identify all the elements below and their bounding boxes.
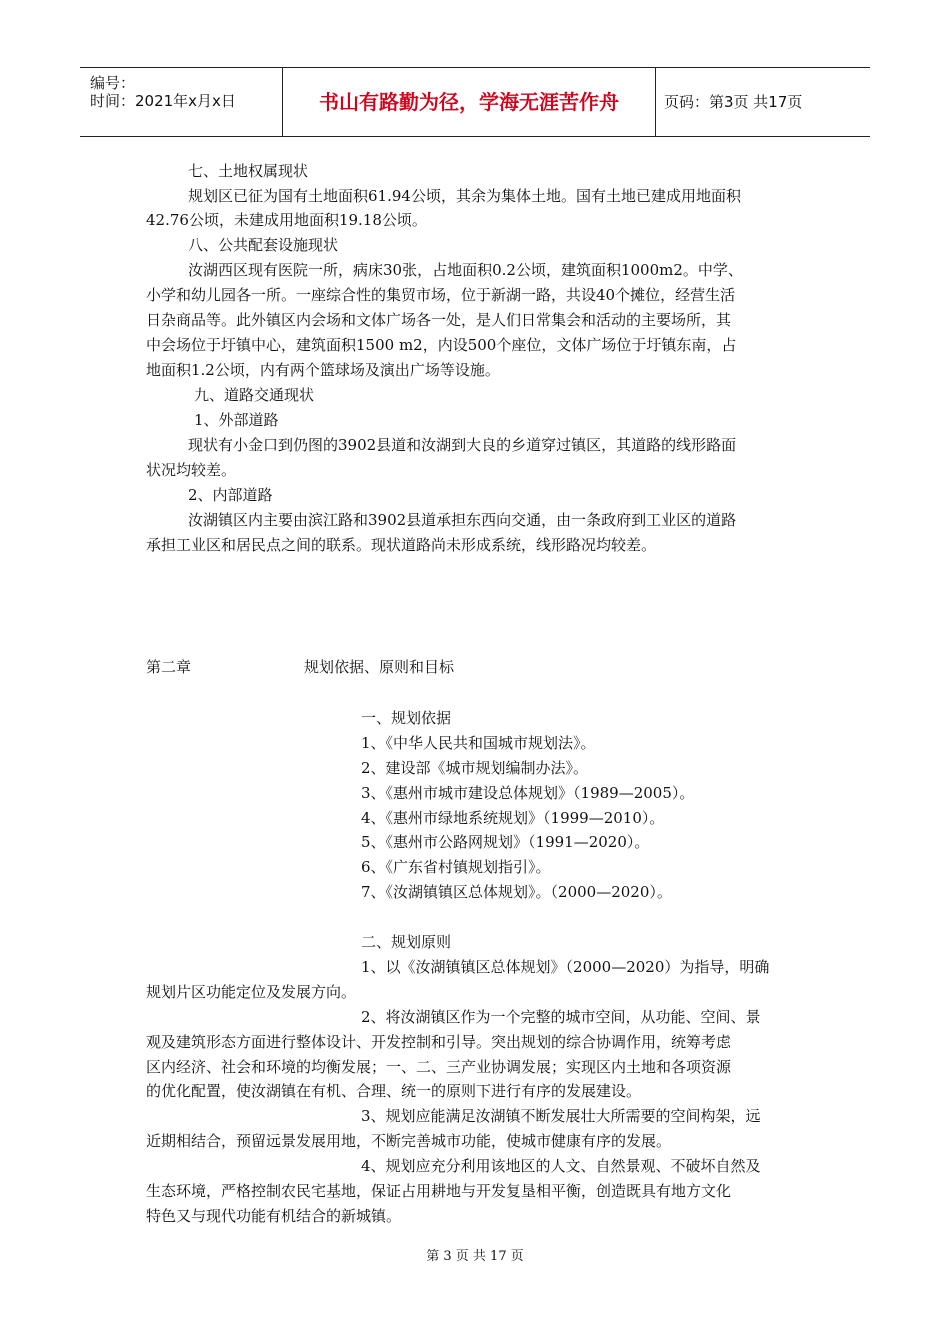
- basis-item: 2、建设部《城市规划编制办法》。: [361, 759, 589, 777]
- header-page-cell: [656, 68, 870, 136]
- document-number-label: 编号：: [90, 74, 136, 92]
- external-roads-heading: 1、外部道路: [194, 411, 279, 429]
- internal-roads-heading: 2、内部道路: [188, 486, 273, 504]
- principle-3-line: 近期相结合，预留远景发展用地，不断完善城市功能，使城市健康有序的发展。: [146, 1132, 672, 1150]
- document-date-label: 时间：2021年x月x日: [90, 92, 236, 110]
- basis-item: 1、《中华人民共和国城市规划法》。: [361, 734, 596, 752]
- section-8-line: 小学和幼儿园各一所。一座综合性的集贸市场，位于新湖一路，共设40个摊位，经营生活: [146, 286, 736, 304]
- principle-1-line: 规划片区功能定位及发展方向。: [146, 983, 357, 1001]
- header-table: [80, 67, 870, 137]
- basis-item: 6、《广东省村镇规划指引》。: [361, 858, 551, 876]
- principle-2-line: 2、将汝湖镇区作为一个完整的城市空间，从功能、空间、景: [361, 1008, 761, 1026]
- principle-2-line: 区内经济、社会和环境的均衡发展；一、二、三产业协调发展；实现区内土地和各项资源: [146, 1058, 732, 1076]
- principle-4-line: 特色又与现代功能有机结合的新城镇。: [146, 1207, 402, 1225]
- section-8-line: 地面积1.2公顷，内有两个篮球场及演出广场等设施。: [146, 361, 500, 379]
- section-8-line: 中会场位于圩镇中心，建筑面积1500 m2，内设500个座位，文体广场位于圩镇东南，占: [146, 336, 737, 354]
- external-roads-line: 状况均较差。: [146, 461, 237, 479]
- header-motto-cell: [283, 68, 656, 136]
- principle-4-line: 4、规划应充分利用该地区的人文、自然景观、不破坏自然及: [361, 1157, 761, 1175]
- chapter-title: 规划依据、原则和目标: [304, 658, 455, 676]
- header-page-label: 页码：第3页 共17页: [664, 93, 803, 111]
- section-8-line: 日杂商品等。此外镇区内会场和文体广场各一处，是人们日常集会和活动的主要场所，其: [146, 311, 732, 329]
- section-8-line: 汝湖西区现有医院一所，病床30张，占地面积0.2公顷，建筑面积1000m2。中学、: [188, 261, 743, 279]
- basis-item: 7、《汝湖镇镇区总体规划》。（2000—2020）。: [361, 883, 672, 901]
- principle-2-line: 观及建筑形态方面进行整体设计、开发控制和引导。突出规划的综合协调作用，统筹考虑: [146, 1033, 732, 1051]
- principle-4-line: 生态环境，严格控制农民宅基地，保证占用耕地与开发复垦相平衡，创造既具有地方文化: [146, 1182, 732, 1200]
- basis-item: 3、《惠州市城市建设总体规划》（1989—2005）。: [361, 784, 695, 802]
- header-info-cell: [80, 68, 283, 136]
- section-7-heading: 七、土地权属现状: [188, 162, 309, 180]
- section-7-line: 42.76公顷，未建成用地面积19.18公顷。: [146, 211, 427, 229]
- internal-roads-line: 承担工业区和居民点之间的联系。现状道路尚未形成系统，线形路况均较差。: [146, 536, 657, 554]
- section-7-line: 规划区已征为国有土地面积61.94公顷，其余为集体土地。国有土地已建成用地面积: [188, 187, 741, 205]
- principle-3-line: 3、规划应能满足汝湖镇不断发展壮大所需要的空间构架，远: [361, 1107, 761, 1125]
- chapter-label: 第二章: [146, 658, 192, 676]
- internal-roads-line: 汝湖镇区内主要由滨江路和3902县道承担东西向交通，由一条政府到工业区的道路: [188, 511, 737, 529]
- header-motto: 书山有路勤为径，学海无涯苦作舟: [319, 90, 619, 114]
- principle-1-line: 1、以《汝湖镇镇区总体规划》（2000—2020）为指导，明确: [361, 958, 770, 976]
- page-footer: 第 3 页 共 17 页: [426, 1249, 524, 1264]
- basis-item: 4、《惠州市绿地系统规划》（1999—2010）。: [361, 809, 665, 827]
- planning-basis-heading: 一、规划依据: [361, 709, 452, 727]
- principle-2-line: 的优化配置，使汝湖镇在有机、合理、统一的原则下进行有序的发展建设。: [146, 1082, 642, 1100]
- section-9-heading: 九、道路交通现状: [194, 386, 315, 404]
- planning-principles-heading: 二、规划原则: [361, 933, 452, 951]
- external-roads-line: 现状有小金口到仍图的3902县道和汝湖到大良的乡道穿过镇区，其道路的线形路面: [188, 436, 737, 454]
- basis-item: 5、《惠州市公路网规划》（1991—2020）。: [361, 833, 650, 851]
- section-8-heading: 八、公共配套设施现状: [188, 236, 339, 254]
